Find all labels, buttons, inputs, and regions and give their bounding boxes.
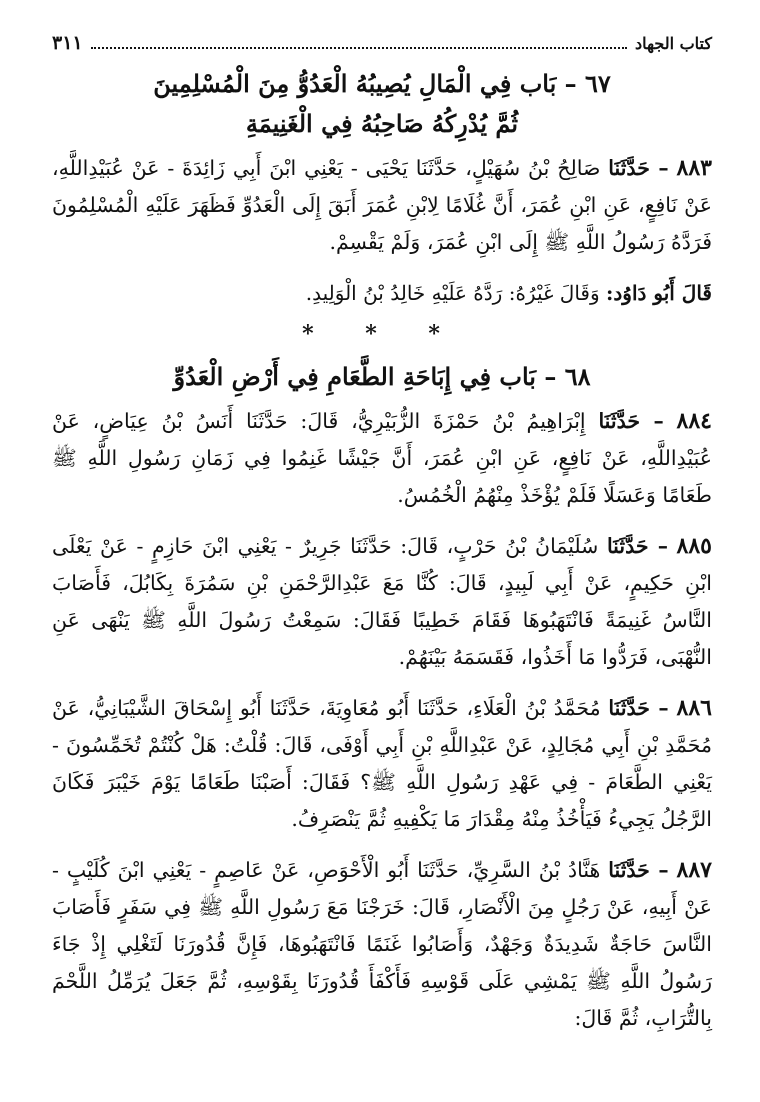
page-content <box>52 64 712 1051</box>
abu-dawud-note <box>52 275 712 311</box>
chapter-title-68 <box>52 357 712 397</box>
hadith-number: ٨٨٤ <box>676 408 712 434</box>
hadith-883 <box>52 150 712 261</box>
hadith-text: مُحَمَّدُ بْنُ الْعَلَاءِ، حَدَّثَنَا أَبُو مُعَاوِيَةَ، حَدَّثَنَا أَبُو إِسْحَاقَ الشَّيْبَانِيُّ، عَنْ مُحَمَّدِ بْنِ أَبِي مُجَالِدٍ، عَنْ عَبْدِاللَّهِ بْنِ أَبِي أَوْفَى، قَالَ: قُلْتُ: هَلْ كُنْتُمْ تُخَمِّسُونَ - يَعْنِي الطَّعَامَ - فِي عَهْدِ رَسُولِ اللَّهِ ﷺ؟ فَقَالَ: أَصَبْنَا طَعَامًا يَوْمَ خَيْبَرَ فَكَانَ الرَّجُلُ يَجِيءُ فَيَأْخُذُ مِنْهُ مِقْدَارَ مَا يَكْفِيهِ ثُمَّ يَنْصَرِفُ. <box>52 696 712 831</box>
chapter-title-67 <box>52 64 712 144</box>
chapter-title-line: ٦٧ – بَاب فِي الْمَالِ يُصِيبُهُ الْعَدُوُّ مِنَ الْمُسْلِمِينَ <box>153 69 611 98</box>
hadith-number: ٨٨٣ <box>676 155 712 181</box>
book-page <box>52 0 712 1102</box>
hadith-884 <box>52 403 712 514</box>
hadith-887 <box>52 852 712 1037</box>
hadith-text: صَالِحُ بْنُ سُهَيْلٍ، حَدَّثَنَا يَحْيَى - يَعْنِي ابْنَ أَبِي زَائِدَةَ - عَنْ عُبَيْدِاللَّهِ، عَنْ نَافِعٍ، عَنِ ابْنِ عُمَرَ، أَنَّ غُلَامًا لِابْنِ عُمَرَ أَبَقَ إِلَى الْعَدُوِّ فَظَهَرَ عَلَيْهِ الْمُسْلِمُونَ فَرَدَّهُ رَسُولُ اللَّهِ ﷺ إِلَى ابْنِ عُمَرَ، وَلَمْ يَقْسِمْ. <box>52 156 712 254</box>
chapter-title-line: ثُمَّ يُدْرِكُهُ صَاحِبُهُ فِي الْغَنِيمَةِ <box>245 109 519 138</box>
note-author: قَالَ أَبُو دَاوُد: <box>606 281 712 305</box>
hadith-885 <box>52 528 712 676</box>
running-head <box>52 30 712 56</box>
hadith-886 <box>52 690 712 838</box>
hadith-number: ٨٨٧ <box>676 857 712 883</box>
hadith-number: ٨٨٥ <box>676 533 712 559</box>
hadith-lead: – حَدَّثَنَا <box>608 156 669 180</box>
leader-dots <box>91 37 627 49</box>
page-number: ٣١١ <box>52 32 83 54</box>
hadith-text: هَنَّادُ بْنُ السَّرِيِّ، حَدَّثَنَا أَبُو الْأَحْوَصِ، عَنْ عَاصِمٍ - يَعْنِي ابْنَ كُلَيْبٍ - عَنْ أَبِيهِ، عَنْ رَجُلٍ مِنَ الْأَنْصَارِ، قَالَ: خَرَجْنَا مَعَ رَسُولِ اللَّهِ ﷺ فِي سَفَرٍ فَأَصَابَ النَّاسَ حَاجَةٌ شَدِيدَةٌ وَجَهْدٌ، وَأَصَابُوا غَنَمًا فَانْتَهَبُوهَا، فَإِنَّ قُدُورَنَا لَتَغْلِي إِذْ جَاءَ رَسُولُ اللَّهِ ﷺ يَمْشِي عَلَى قَوْسِهِ فَأَكْفَأَ قُدُورَنَا بِقَوْسِهِ، ثُمَّ جَعَلَ يُرَمِّلُ اللَّحْمَ بِالتُّرَابِ، ثُمَّ قَالَ: <box>52 858 712 1030</box>
hadith-number: ٨٨٦ <box>676 695 712 721</box>
book-title: كتاب الجهاد <box>635 33 712 53</box>
chapter-title-line: ٦٨ – بَاب فِي إِبَاحَةِ الطَّعَامِ فِي أَرْضِ الْعَدُوِّ <box>173 362 591 391</box>
hadith-text: سُلَيْمَانُ بْنُ حَرْبٍ، قَالَ: حَدَّثَنَا جَرِيرٌ - يَعْنِي ابْنَ حَازِمٍ - عَنْ يَعْلَى ابْنِ حَكِيمٍ، عَنْ أَبِي لَبِيدٍ، قَالَ: كُنَّا مَعَ عَبْدِالرَّحْمَنِ بْنِ سَمُرَةَ بِكَابُلَ، فَأَصَابَ النَّاسُ غَنِيمَةً فَانْتَهَبُوهَا فَقَامَ خَطِيبًا فَقَالَ: سَمِعْتُ رَسُولَ اللَّهِ ﷺ يَنْهَى عَنِ النُّهْبَى، فَرَدُّوا مَا أَخَذُوا، فَقَسَمَهُ بَيْنَهُمْ. <box>52 534 712 669</box>
hadith-text: إِبْرَاهِيمُ بْنُ حَمْزَةَ الزُّبَيْرِيُّ، قَالَ: حَدَّثَنَا أَنَسُ بْنُ عِيَاضٍ، عَنْ عُبَيْدِاللَّهِ، عَنْ نَافِعٍ، عَنِ ابْنِ عُمَرَ، أَنَّ جَيْشًا غَنِمُوا فِي زَمَانِ رَسُولِ اللَّهِ ﷺ طَعَامًا وَعَسَلًا فَلَمْ يُؤْخَذْ مِنْهُمُ الْخُمُسُ. <box>52 409 712 507</box>
hadith-lead: – حَدَّثَنَا <box>598 409 664 433</box>
hadith-lead: – حَدَّثَنَا <box>608 696 669 720</box>
hadith-lead: – حَدَّثَنَا <box>606 534 668 558</box>
note-text: وَقَالَ غَيْرُهُ: رَدَّهُ عَلَيْهِ خَالِدُ بْنُ الْوَلِيدِ. <box>305 281 600 305</box>
section-separator: * * * <box>302 321 462 347</box>
hadith-lead: – حَدَّثَنَا <box>608 858 669 882</box>
